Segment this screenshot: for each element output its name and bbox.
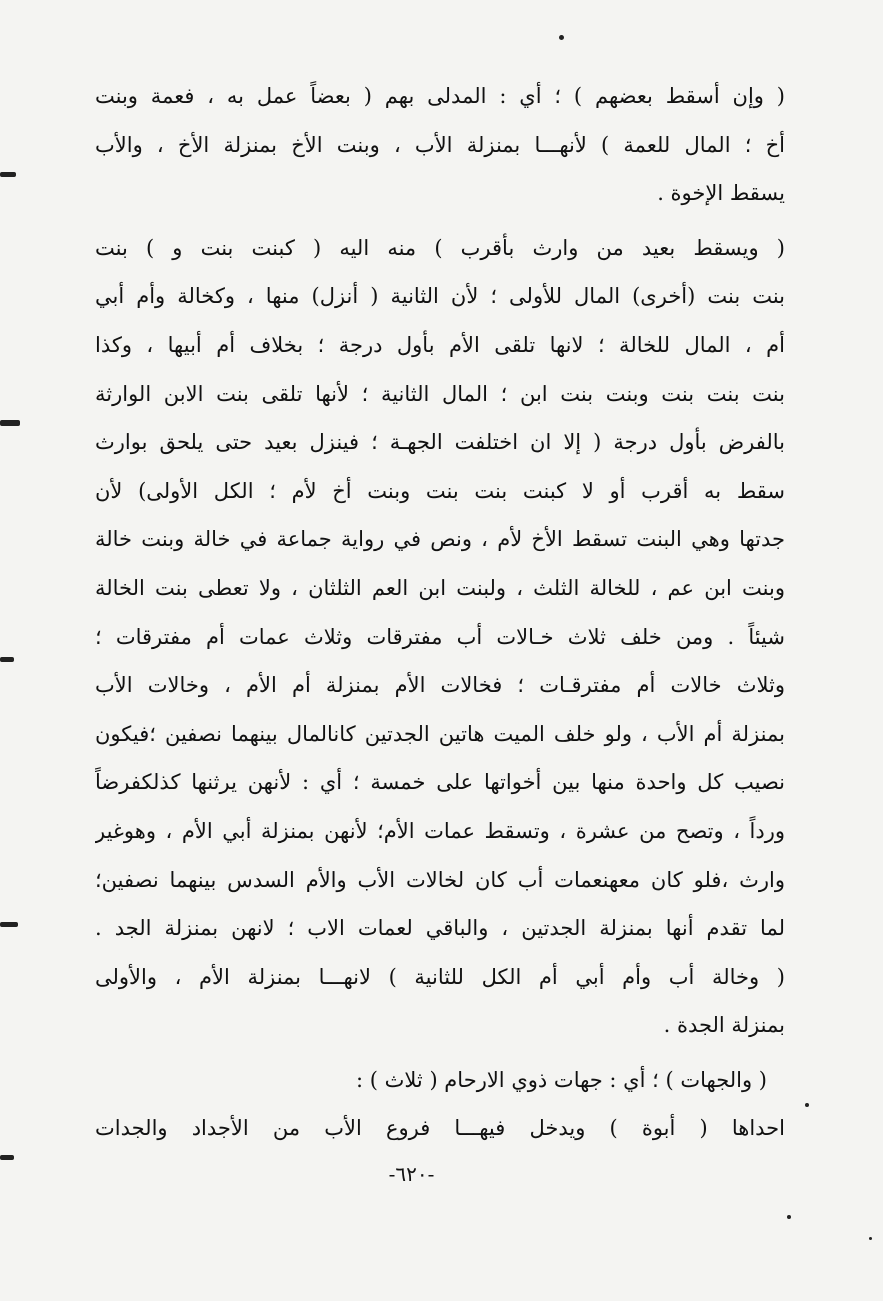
text-line: ( وإن أسقط بعضهم ) ؛ أي : المدلى بهم ( بعضاً عمل به ، فعمة وبنت	[95, 84, 785, 108]
text-line: ( ويسقط بعيد من وارث بأقرب ) منه اليه ( كبنت بنت و ) بنت	[95, 235, 785, 260]
text-line: وارث ،فلو كان معهنعمات أب كان لخالات الأب والأم السدس بينهما نصفين؛	[95, 867, 785, 892]
text-line: بنت بنت (أخرى) المال للأولى ؛ لأن الثانية ( أنزل) منها ، وكخالة وأم أبي	[95, 284, 785, 309]
margin-mark	[0, 420, 20, 426]
body-text	[95, 72, 785, 1153]
text-line: بمنزلة الجدة .	[663, 1013, 785, 1038]
margin-mark	[0, 922, 18, 927]
speck	[869, 1237, 872, 1240]
text-line: شيئاً . ومن خلف ثلاث خـالات أب مفترقات وثلاث عمات أم مفترقات ؛	[95, 624, 785, 649]
text-line: سقط به أقرب أو لا كبنت بنت بنت وبنت أخ لأم ؛ الكل الأولى) لأن	[95, 478, 785, 503]
text-line: بنت بنت بنت وبنت بنت ابن ؛ المال الثانية ؛ لأنها تلقى بنت الابن الوارثة	[95, 381, 785, 406]
text-line: وثلاث خالات أم مفترقـات ؛ فخالات الأم بمنزلة أم الأم ، وخالات الأب	[95, 673, 785, 698]
margin-mark	[0, 172, 16, 177]
speck	[559, 35, 564, 40]
text-line: لما تقدم أنها بمنزلة الجدتين ، والباقي لعمات الاب ؛ لانهن بمنزلة الجد .	[95, 916, 785, 941]
text-line: نصيب كل واحدة منها بين أخواتها على خمسة ؛ أي : لأنهن يرثنها كذلكفرضاً	[95, 770, 785, 795]
text-line: جدتها وهي البنت تسقط الأخ لأم ، ونص في رواية جماعة في خالة وبنت خالة	[95, 527, 785, 552]
text-line: ( وخالة أب وأم أبي أم الكل للثانية ) لانهـــا بمنزلة الأم ، والأولى	[95, 964, 785, 989]
text-line: بمنزلة أم الأب ، ولو خلف الميت هاتين الجدتين كانالمال بينهما نصفين ؛فيكون	[95, 721, 785, 746]
text-line: أم ، المال للخالة ؛ لانها تلقى الأم بأول درجة ؛ بخلاف أم أبيها ، وكذا	[95, 332, 785, 357]
speck	[787, 1215, 791, 1219]
text-line: يسقط الإخوة .	[657, 181, 785, 206]
text-line: ( والجهات ) ؛ أي : جهات ذوي الارحام ( ثلاث ) :	[356, 1067, 767, 1092]
text-line: أخ ؛ المال للعمة ) لأنهـــا بمنزلة الأب ، وبنت الأخ بمنزلة الأخ ، والأب	[95, 132, 785, 157]
text-line: احداها ( أبوة ) ويدخل فيهـــا فروع الأب من الأجداد والجدات	[95, 1116, 785, 1141]
text-line: وبنت ابن عم ، للخالة الثلث ، ولبنت ابن العم الثلثان ، ولا تعطى بنت الخالة	[95, 575, 785, 600]
text-line: ورداً ، وتصح من عشرة ، وتسقط عمات الأم؛ لأنهن بمنزلة أبي الأم ، وهوغير	[95, 818, 785, 843]
text-line: بالفرض بأول درجة ( إلا ان اختلفت الجهـة ؛ فينزل بعيد حتى يلحق بوارث	[95, 430, 785, 455]
page-number: -٦٢٠-	[388, 1162, 435, 1186]
speck	[805, 1103, 809, 1107]
margin-mark	[0, 657, 14, 662]
margin-mark	[0, 1155, 14, 1160]
